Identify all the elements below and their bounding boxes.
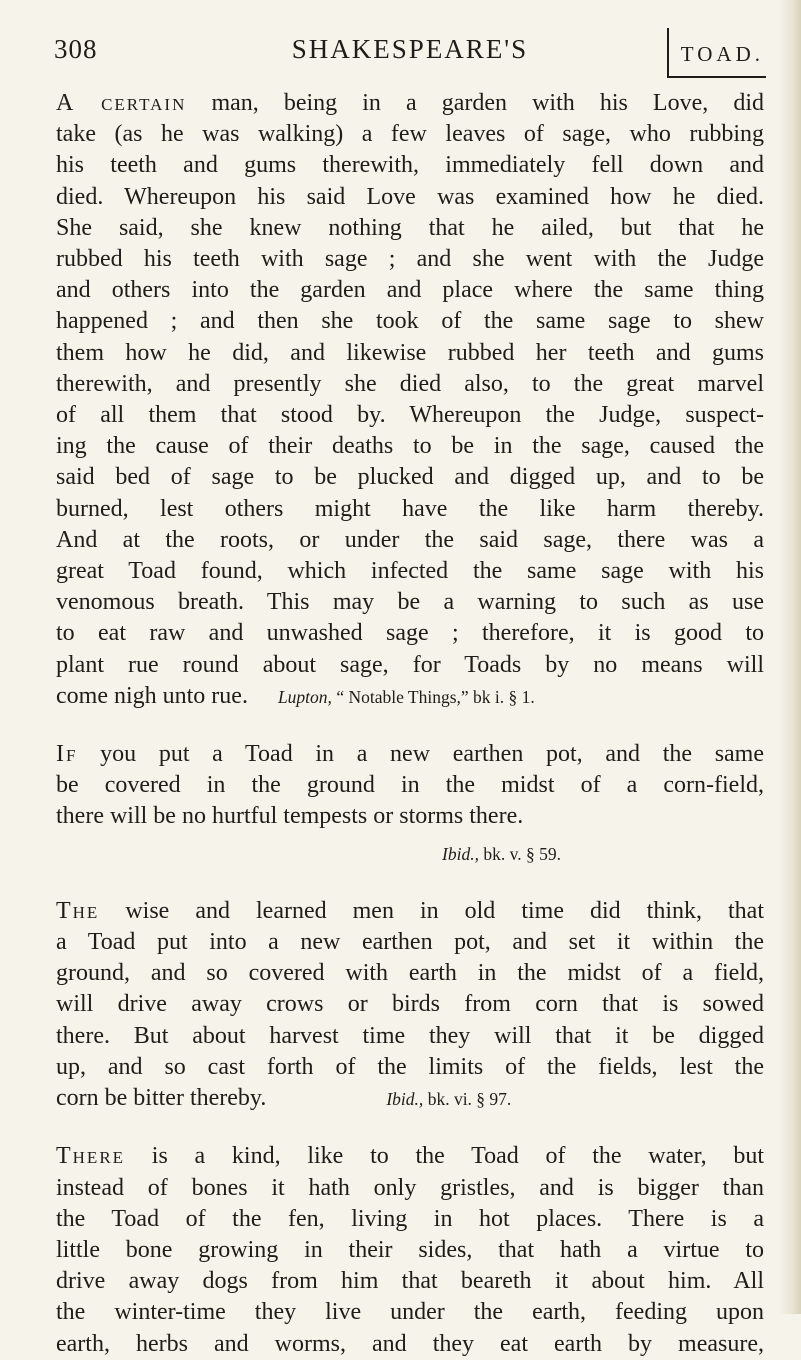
text-line: drive away dogs from him that beareth it about him. All bbox=[56, 1268, 764, 1295]
text-line: to eat raw and unwashed sage ; therefore, it is good to bbox=[56, 620, 764, 647]
text-line: come nigh unto rue. Lupton, “ Notable Things,” bk i. § 1. bbox=[56, 682, 535, 709]
text-line: up, and so cast forth of the limits of the fields, lest the bbox=[56, 1053, 764, 1080]
text-line: And at the roots, or under the said sage, there was a bbox=[56, 526, 764, 553]
citation: Ibid., bk. v. § 59. bbox=[442, 843, 561, 864]
text-line: She said, she knew nothing that he ailed, but that he bbox=[56, 214, 764, 241]
text-line: take (as he was walking) a few leaves of sage, who rubbing bbox=[56, 121, 764, 148]
page-spine-shadow bbox=[779, 0, 801, 1314]
text-line: earth, herbs and worms, and they eat earth by measure, bbox=[56, 1330, 764, 1357]
section-marker: TOAD. bbox=[667, 28, 766, 78]
citation: Ibid., bk. vi. § 97. bbox=[386, 1089, 512, 1110]
text-line: a Toad put into a new earthen pot, and set it within the bbox=[56, 929, 764, 956]
paragraph-sage bbox=[56, 88, 764, 713]
paragraph-lead: If bbox=[56, 741, 78, 768]
paragraph-lead: There bbox=[56, 1143, 126, 1170]
text-line: there. But about harvest time they will that it be digged bbox=[56, 1022, 764, 1049]
text-line: If you put a Toad in a new earthen pot, and the same bbox=[56, 741, 764, 768]
text-line: will drive away crows or birds from corn that is sowed bbox=[56, 991, 764, 1018]
text-line: died. Whereupon his said Love was examined how he died. bbox=[56, 183, 764, 210]
text-line: his teeth and gums therewith, immediately fell down and bbox=[56, 152, 764, 179]
text-line: venomous breath. This may be a warning to such as use bbox=[56, 589, 764, 616]
text-line: The wise and learned men in old time did think, that bbox=[56, 897, 764, 924]
text-line: little bone growing in their sides, that hath a virtue to bbox=[56, 1236, 764, 1263]
page-header bbox=[54, 28, 766, 74]
text-line: corn be bitter thereby. Ibid., bk. vi. § 97. bbox=[56, 1085, 512, 1112]
text-line: A certain man, being in a garden with his Love, did bbox=[56, 90, 764, 116]
text-line: burned, lest others might have the like harm thereby. bbox=[56, 495, 764, 522]
text-line: the Toad of the fen, living in hot places. There is a bbox=[56, 1205, 764, 1232]
page-number: 308 bbox=[54, 34, 98, 64]
page-body bbox=[56, 88, 764, 1360]
paragraph-lead: The bbox=[56, 897, 100, 924]
paragraph-lead: A certain bbox=[56, 90, 187, 116]
text-line: ground, and so covered with earth in the midst of a field, bbox=[56, 960, 764, 987]
paragraph-water-toad bbox=[56, 1141, 764, 1359]
text-line: happened ; and then she took of the same sage to shew bbox=[56, 308, 764, 335]
text-line: ing the cause of their deaths to be in the sage, caused the bbox=[56, 433, 764, 460]
text-line: instead of bones it hath only gristles, and is bigger than bbox=[56, 1174, 764, 1201]
text-line: and others into the garden and place where the same thing bbox=[56, 277, 764, 304]
text-line: said bed of sage to be plucked and digged up, and to be bbox=[56, 464, 764, 491]
text-line: of all them that stood by. Whereupon the Judge, suspect- bbox=[56, 402, 764, 429]
text-line: There is a kind, like to the Toad of the water, but bbox=[56, 1143, 764, 1170]
text-line: them how he did, and likewise rubbed her teeth and gums bbox=[56, 339, 764, 366]
text-line: great Toad found, which infected the same sage with his bbox=[56, 558, 764, 585]
text-line: therewith, and presently she died also, to the great marvel bbox=[56, 370, 764, 397]
text-line: the winter-time they live under the earth, feeding upon bbox=[56, 1299, 764, 1326]
text-line: rubbed his teeth with sage ; and she went with the Judge bbox=[56, 246, 764, 273]
paragraph-corn-field bbox=[56, 739, 764, 833]
citation: Lupton, “ Notable Things,” bk i. § 1. bbox=[277, 686, 535, 707]
paragraph-crows bbox=[56, 896, 764, 1115]
text-line: there will be no hurtful tempests or storms there. bbox=[56, 803, 524, 830]
text-line: plant rue round about sage, for Toads by no means will bbox=[56, 651, 764, 678]
running-title: SHAKESPEARE'S bbox=[291, 34, 529, 64]
text-line: be covered in the ground in the midst of a corn-field, bbox=[56, 772, 764, 799]
